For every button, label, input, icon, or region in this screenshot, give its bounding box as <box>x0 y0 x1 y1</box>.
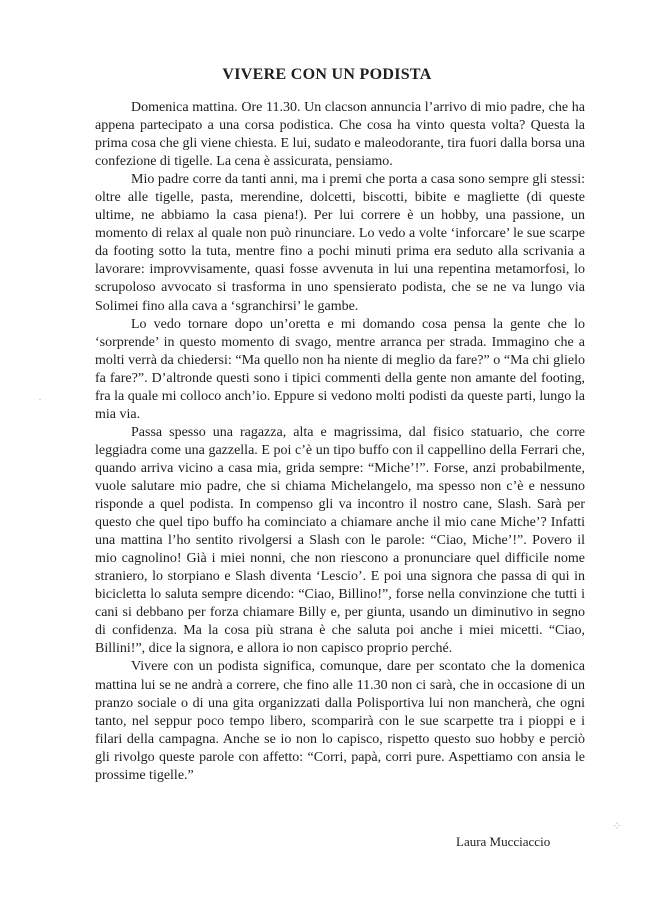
document-title: VIVERE CON UN PODISTA <box>222 66 432 83</box>
scan-speck-left: · <box>38 392 42 406</box>
paragraph-4: Passa spesso una ragazza, alta e magrissima, dal fisico statuario, che corre leggiadra come una gazzella. E poi c’è un tipo buffo con il cappellino della Ferrari che, quando arriva vicino a casa mia, grida sempre: “Miche’!”. Forse, anzi probabilmente, vuole salutare mio padre, che si chiama Michelangelo, ma spesso non c’è e nessuno risponde a quel podista. In compenso gli va incontro il nostro cane, Slash. Sarà per questo che quel tipo buffo ha cominciato a chiamare anche il mio cane Miche’? Infatti una mattina l’ho sentito rivolgersi a Slash con le parole: “Ciao, Miche’!”. Povero il mio cagnolino! Già i miei nonni, che non riescono a pronunciare quel difficile nome straniero, lo storpiano e Slash diventa ‘Lescio’. E poi una signora che passa di qui in bicicletta lo saluta sempre dicendo: “Ciao, Billino!”, forse nella convinzione che tutti i cani si debbano per forza chiamare Billy e, per giunta, usando un diminutivo in segno di confidenza. Ma la cosa più strana è che saluta poi anche i miei micetti. “Ciao, Billini!”, dice la signora, e allora io non capisco proprio perché. <box>95 424 585 657</box>
paragraph-1: Domenica mattina. Ore 11.30. Un clacson annuncia l’arrivo di mio padre, che ha appena partecipato a una corsa podistica. Che cosa ha vinto questa volta? Questa la prima cosa che gli viene chiesta. E lui, sudato e maleodorante, tira fuori dalla borsa una confezione di tigelle. La cena è assicurata, pensiamo. <box>95 100 585 170</box>
author-signature: Laura Mucciaccio <box>456 834 551 849</box>
scan-speck-right: ⁘ <box>612 819 623 833</box>
article-body <box>95 99 585 785</box>
paragraph-3: Lo vedo tornare dopo un’oretta e mi domando cosa pensa la gente che lo ‘sorprende’ in questo momento di svago, mentre arranca per strada. Immagino che a molti verrà da chiedersi: “Ma quello non ha niente di meglio da fare?” o “Ma chi glielo fa fare?”. D’altronde questi sono i tipici commenti della gente non amante del footing, fra la quale mi colloco anch’io. Eppure si vedono molti podisti da queste parti, lungo la mia via. <box>95 316 585 422</box>
paragraph-5: Vivere con un podista significa, comunque, dare per scontato che la domenica mattina lui se ne andrà a correre, che fino alle 11.30 non ci sarà, che in occasione di un pranzo sociale o di una gita organizzati dalla Polisportiva lui non mancherà, che ogni tanto, nel seppur poco tempo libero, scomparirà con le sue scarpette tra i pioppi e i filari della campagna. Anche se io non lo capisco, rispetto questo suo hobby e perciò gli rivolgo queste parole con affetto: “Corri, papà, corri pure. Aspettiamo con ansia le prossime tigelle.” <box>95 659 585 783</box>
paragraph-2: Mio padre corre da tanti anni, ma i premi che porta a casa sono sempre gli stessi: oltre alle tigelle, pasta, merendine, dolcetti, biscotti, bibite e magliette (di queste ultime, ne abbiamo la casa piena!). Per lui correre è un hobby, una passione, un momento di relax al quale non può rinunciare. Lo vedo a volte ‘inforcare’ le sue scarpe da footing sotto la tuta, mentre fino a pochi minuti prima era seduto alla scrivania a lavorare: improvvisamente, quasi fosse avvenuta in lui una repentina metamorfosi, lo scrupoloso avvocato si trasforma in uno spensierato podista, che se ne va lungo via Solimei fino alla cava a ‘sgranchirsi’ le gambe. <box>95 172 585 314</box>
